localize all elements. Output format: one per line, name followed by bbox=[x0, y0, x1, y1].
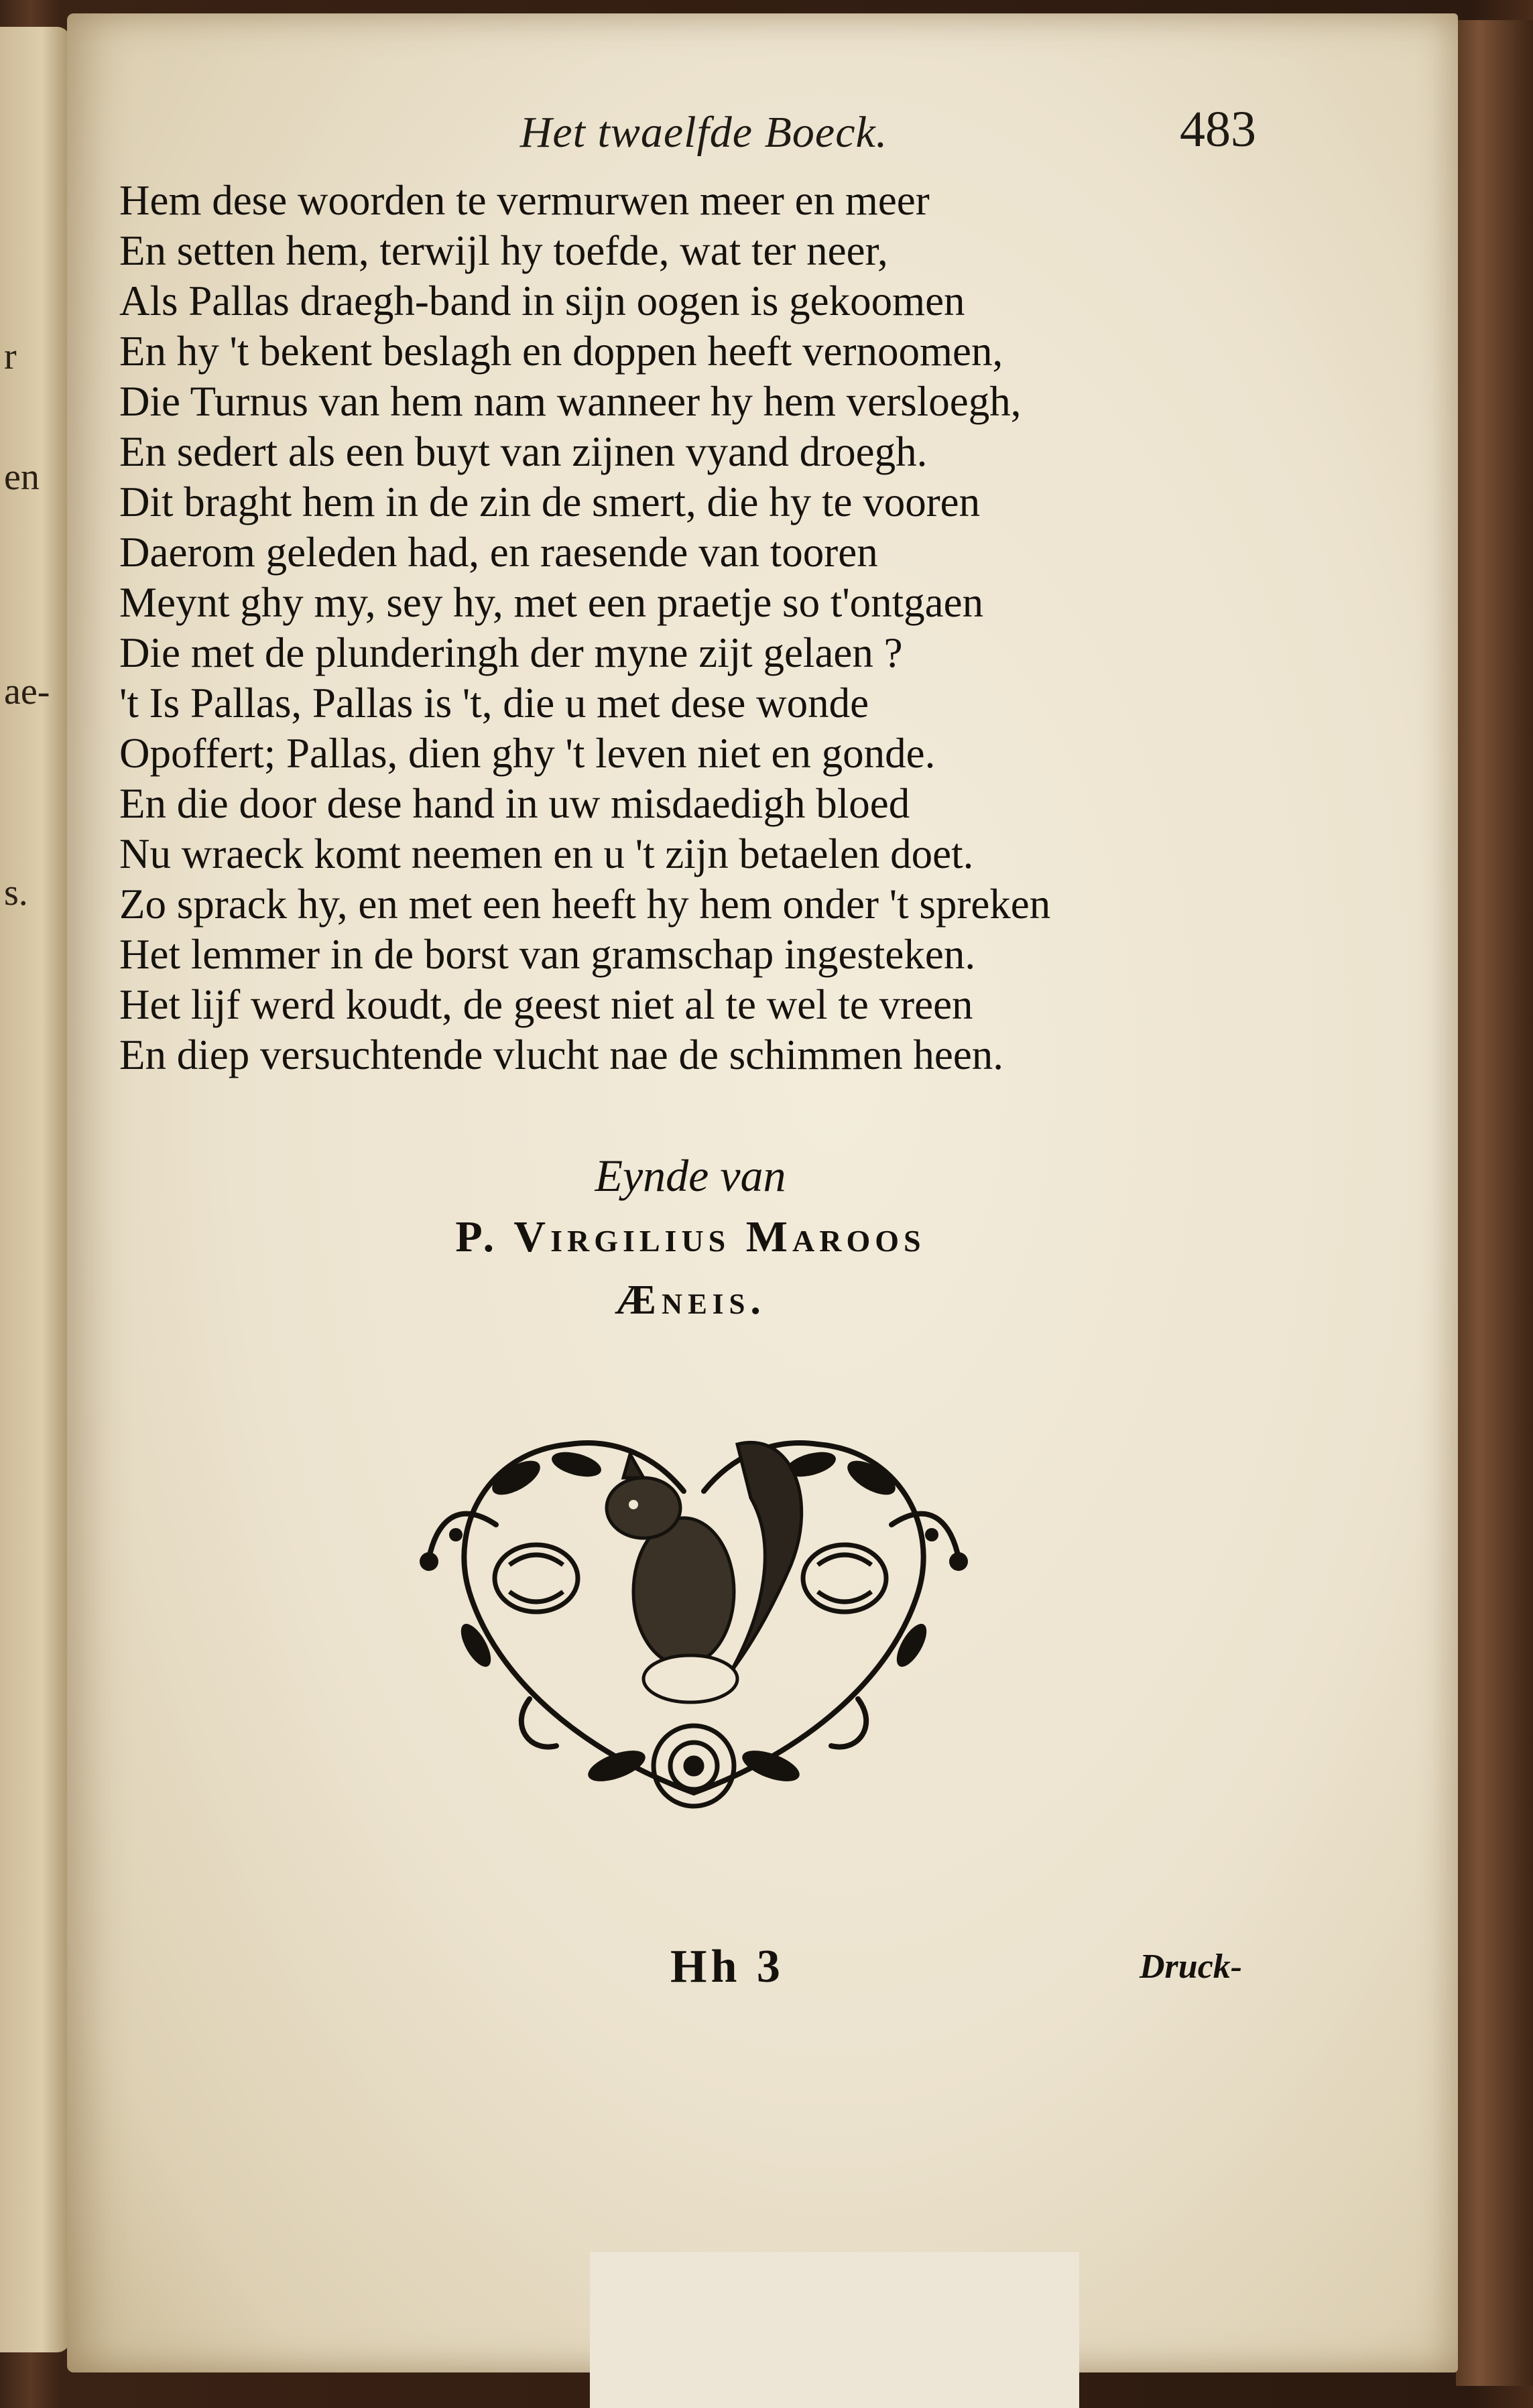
left-fragment: s. bbox=[4, 872, 28, 913]
verse-line: 't Is Pallas, Pallas is 't, die u met dese wonde bbox=[119, 680, 869, 726]
right-page-block-edge bbox=[1456, 20, 1533, 2386]
verse-line: Zo sprack hy, en met een heeft hy hem onder 't spreken bbox=[119, 881, 1051, 928]
bottom-paper-strip bbox=[590, 2252, 1079, 2408]
verse-line: En diep versuchtende vlucht nae de schimmen heen. bbox=[119, 1031, 1004, 1078]
verse-line: En setten hem, terwijl hy toefde, wat ter neer, bbox=[119, 227, 888, 274]
left-fragment: ae- bbox=[4, 671, 50, 712]
verse-line: Als Pallas draegh-band in sijn oogen is gekoomen bbox=[119, 277, 965, 324]
verse-line: Die met de plunderingh der myne zijt gelaen ? bbox=[119, 629, 903, 676]
verse-line: En hy 't bekent beslagh en doppen heeft vernoomen, bbox=[119, 328, 1003, 375]
verse-line: Het lijf werd koudt, de geest niet al te wel te vreen bbox=[119, 981, 973, 1028]
squirrel-woodcut-ornament bbox=[416, 1391, 972, 1820]
catchword: Druck- bbox=[1140, 1948, 1243, 1986]
verse-line: Het lemmer in de borst van gramschap ingesteken. bbox=[119, 931, 976, 978]
verse-line: Hem dese woorden te vermurwen meer en meer bbox=[119, 177, 930, 224]
left-fragment: r bbox=[4, 336, 17, 377]
verse-line: Nu wraeck komt neemen en u 't zijn betaelen doet. bbox=[119, 830, 974, 877]
left-fragment: en bbox=[4, 456, 40, 498]
verse-text bbox=[119, 176, 1299, 1080]
show-through-text bbox=[1186, 1454, 1388, 1655]
verse-line: En die door dese hand in uw misdaedigh bloed bbox=[119, 780, 910, 827]
verse-line: Die Turnus van hem nam wanneer hy hem versloegh, bbox=[119, 378, 1022, 425]
left-page-edge bbox=[0, 27, 70, 2352]
colophon-work: Æneis. bbox=[615, 1277, 766, 1323]
verse-line: En sedert als een buyt van zijnen vyand droegh. bbox=[119, 428, 928, 475]
colophon-author: P. Virgilius Maroos bbox=[455, 1212, 926, 1261]
verse-line: Meynt ghy my, sey hy, met een praetje so t'ontgaen bbox=[119, 579, 984, 626]
page-number: 483 bbox=[1180, 101, 1256, 157]
verse-line: Opoffert; Pallas, dien ghy 't leven niet en gonde. bbox=[119, 730, 936, 777]
verse-line: Dit braght hem in de zin de smert, die hy te vooren bbox=[119, 479, 981, 525]
verse-line: Daerom geleden had, en raesende van tooren bbox=[119, 529, 878, 576]
running-head: Het twaelfde Boeck. bbox=[519, 108, 888, 157]
signature-mark: Hh 3 bbox=[670, 1941, 784, 1992]
colophon-eynde: Eynde van bbox=[595, 1150, 786, 1201]
